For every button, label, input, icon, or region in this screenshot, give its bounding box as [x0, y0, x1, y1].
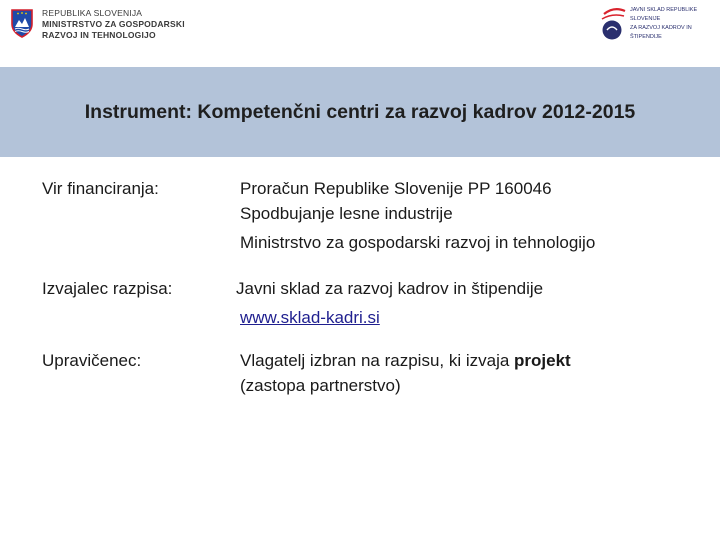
slide-header	[0, 0, 720, 66]
funding-source-label: Vir financiranja:	[42, 179, 159, 198]
title-banner	[0, 67, 720, 157]
ministry-line-3: RAZVOJ IN TEHNOLOGIJO	[42, 30, 156, 40]
funding-source-value	[240, 176, 595, 255]
call-implementer-label: Izvajalec razpisa:	[42, 279, 173, 298]
beneficiary-value	[240, 348, 571, 398]
beneficiary-line-1-text: Vlagatelj izbran na razpisu, ki izvaja	[240, 351, 515, 370]
ministry-logo	[10, 8, 185, 41]
sklad-swirl-icon	[598, 6, 628, 42]
beneficiary-label: Upravičenec:	[42, 351, 142, 370]
funding-source-line-1: Proračun Republike Slovenije PP 160046	[240, 179, 552, 198]
coat-of-arms-icon	[10, 8, 34, 38]
beneficiary-line-2: (zastopa partnerstvo)	[240, 376, 401, 395]
page-title: Instrument: Kompetenčni centri za razvoj kadrov 2012-2015	[84, 100, 636, 123]
ministry-name	[42, 8, 185, 41]
sklad-line-2: ZA RAZVOJ KADROV IN ŠTIPENDIJE	[630, 25, 692, 40]
sklad-line-1: JAVNI SKLAD REPUBLIKE SLOVENIJE	[630, 7, 698, 22]
sklad-website-link[interactable]: www.sklad-kadri.si	[240, 308, 380, 327]
beneficiary-line-1	[240, 348, 571, 373]
ministry-line-1: REPUBLIKA SLOVENIJA	[42, 8, 143, 18]
funding-source-line-3: Ministrstvo za gospodarski razvoj in tehnologijo	[240, 233, 596, 252]
sklad-logo	[598, 6, 720, 42]
beneficiary-project-word: projekt	[514, 351, 571, 370]
call-implementer-line-1: Javni sklad za razvoj kadrov in štipendije	[236, 279, 544, 298]
call-implementer-value	[236, 276, 543, 330]
sklad-name	[630, 6, 720, 42]
funding-source-line-2: Spodbujanje lesne industrije	[240, 204, 453, 223]
ministry-line-2: MINISTRSTVO ZA GOSPODARSKI	[42, 19, 185, 29]
